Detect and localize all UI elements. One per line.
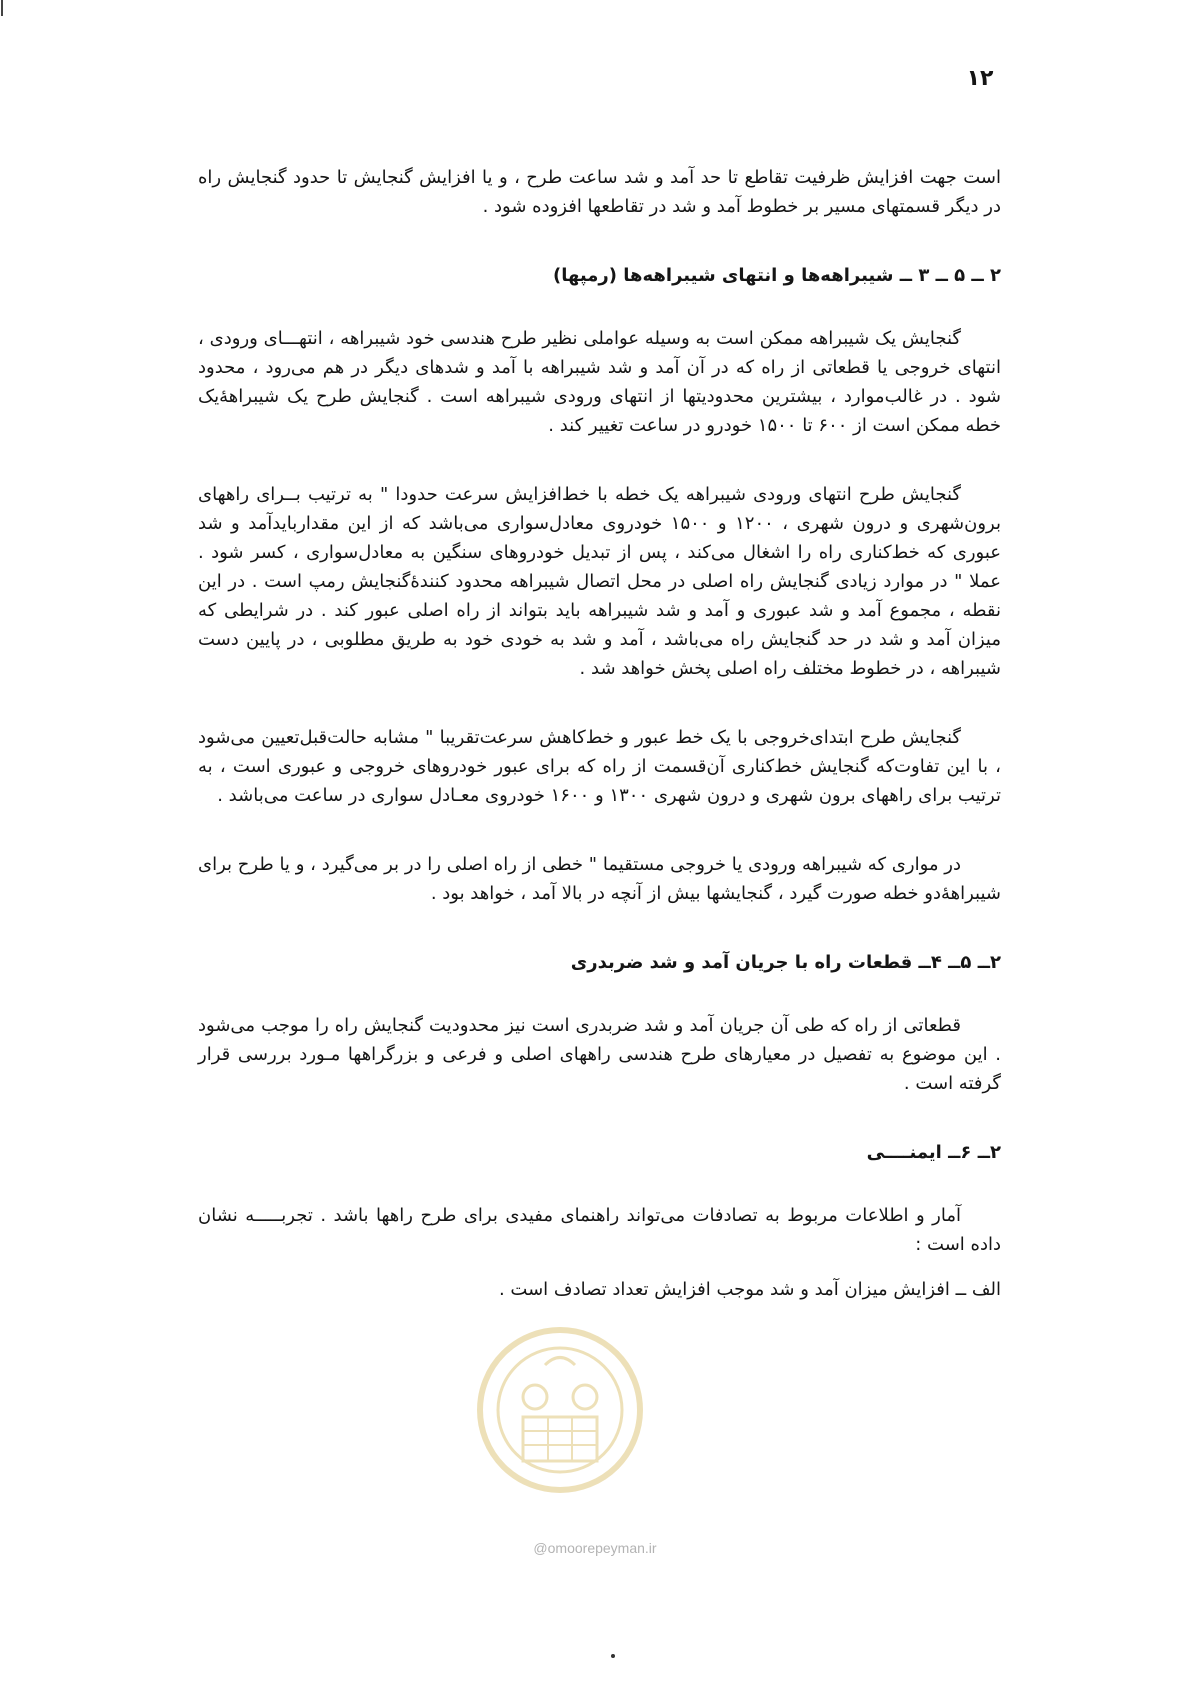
watermark-handle: @omoorepeyman.ir: [533, 1540, 657, 1556]
paragraph-direct-ramps: در مواری که شیبراهه ورودی یا خروجی مستقیما " خطی از راه اصلی را در بر می‌گیرد ، و یا طرح برای شیبراهه‌ٔدو خطه صورت گیرد ، گنجایشها بیش از آنچه در بالا آمد ، خواهد بود .: [198, 854, 1001, 904]
section-heading-weaving: ۲ــ ۵ــ ۴ــ قطعات راه با جریان آمد و شد ضربدری: [570, 952, 1001, 973]
section-heading-safety: ۲ــ ۶ــ ایمنــــی: [866, 1142, 1001, 1163]
paragraph-safety-statistics: آمار و اطلاعات مربوط به تصادفات می‌تواند راهنمای مفیدی برای طرح راهها باشد . تجربـــــه نشان داده است :: [198, 1205, 1001, 1255]
scan-edge-mark: [1, 0, 3, 16]
paragraph-ramp-entry-capacity: گنجایش طرح انتهای ورودی شیبراهه یک خطه با خط‌افزایش سرعت حدودا " به ترتیب بــرای راههای برون‌شهری و درون شهری ، ۱۲۰۰ و ۱۵۰۰ خودروی معادل‌سواری می‌باشد که از این مقداربایدآمد و شد عبوری که خط‌کناری راه را اشغال می‌کند ، پس از تبدیل خودروهای سنگین به معادل‌سواری ، کسر شود . عملا " در موارد زیادی گنجایش راه اصلی در محل اتصال شیبراهه محدود کننده‌ٔگنجایش رمپ است . در این نقطه ، مجموع آمد و شد عبوری و آمد و شد شیبراهه باید بتواند از راه اصلی عبور کند . در شرایطی که میزان آمد و شد در حد گنجایش راه می‌باشد ، آمد و شد به خودی خود به طریق مطلوبی ، در پایین دست شیبراهه ، در خطوط مختلف راه اصلی پخش خواهد شد .: [198, 484, 1001, 679]
section-heading-ramps: ۲ ــ ۵ ــ ۳ ــ شیبراهه‌ها و انتهای شیبراهه‌ها (رمپها): [553, 265, 1001, 286]
body-text: [198, 163, 1001, 1304]
paragraph-intro-continuation: است جهت افزایش ظرفیت تقاطع تا حد آمد و شد ساعت طرح ، و یا افزایش گنجایش تا حدود گنجایش راه در دیگر قسمتهای مسیر بر خطوط آمد و شد در تقاطعها افزوده شود .: [198, 167, 1001, 217]
page-bottom-dot: [611, 1654, 615, 1658]
paragraph-ramp-capacity: گنجایش یک شیبراهه ممکن است به وسیله عواملی نظیر طرح هندسی خود شیبراهه ، انتهـــای ورودی ، انتهای خروجی یا قطعاتی از راه که در آن آمد و شد شیبراهه با آمد و شدهای دیگر در هم می‌رود ، محدود شود . در غالب‌موارد ، بیشترین محدودیتها از انتهای ورودی شیبراهه است . گنجایش طرح یک شیبراهه‌ٔیک خطه ممکن است از ۶۰۰ تا ۱۵۰۰ خودرو در ساعت تغییر کند .: [198, 328, 1001, 436]
page-number: ۱۲: [966, 66, 994, 91]
list-item-a: الف ــ افزایش میزان آمد و شد موجب افزایش تعداد تصادف است .: [498, 1279, 1001, 1300]
paragraph-ramp-exit-capacity: گنجایش طرح ابتدای‌خروجی با یک خط عبور و خط‌کاهش سرعت‌تقریبا " مشابه حالت‌قبل‌تعیین می‌شود ، با این تفاوت‌که گنجایش خط‌کناری آن‌قسمت از راه که برای عبور خودروهای خروجی و عبوری است ، به ترتیب برای راههای برون شهری و درون شهری ۱۳۰۰ و ۱۶۰۰ خودروی معـادل سواری در ساعت می‌باشد .: [198, 727, 1001, 806]
paragraph-weaving: قطعاتی از راه که طی آن جریان آمد و شد ضربدری است نیز محدودیت گنجایش راه را موجب می‌شود . این موضوع به تفصیل در معیارهای طرح هندسی راههای اصلی و فرعی و بزرگراهها مـورد بررسی قرار گرفته است .: [198, 1015, 1001, 1094]
watermark-seal-icon: [475, 1325, 645, 1495]
